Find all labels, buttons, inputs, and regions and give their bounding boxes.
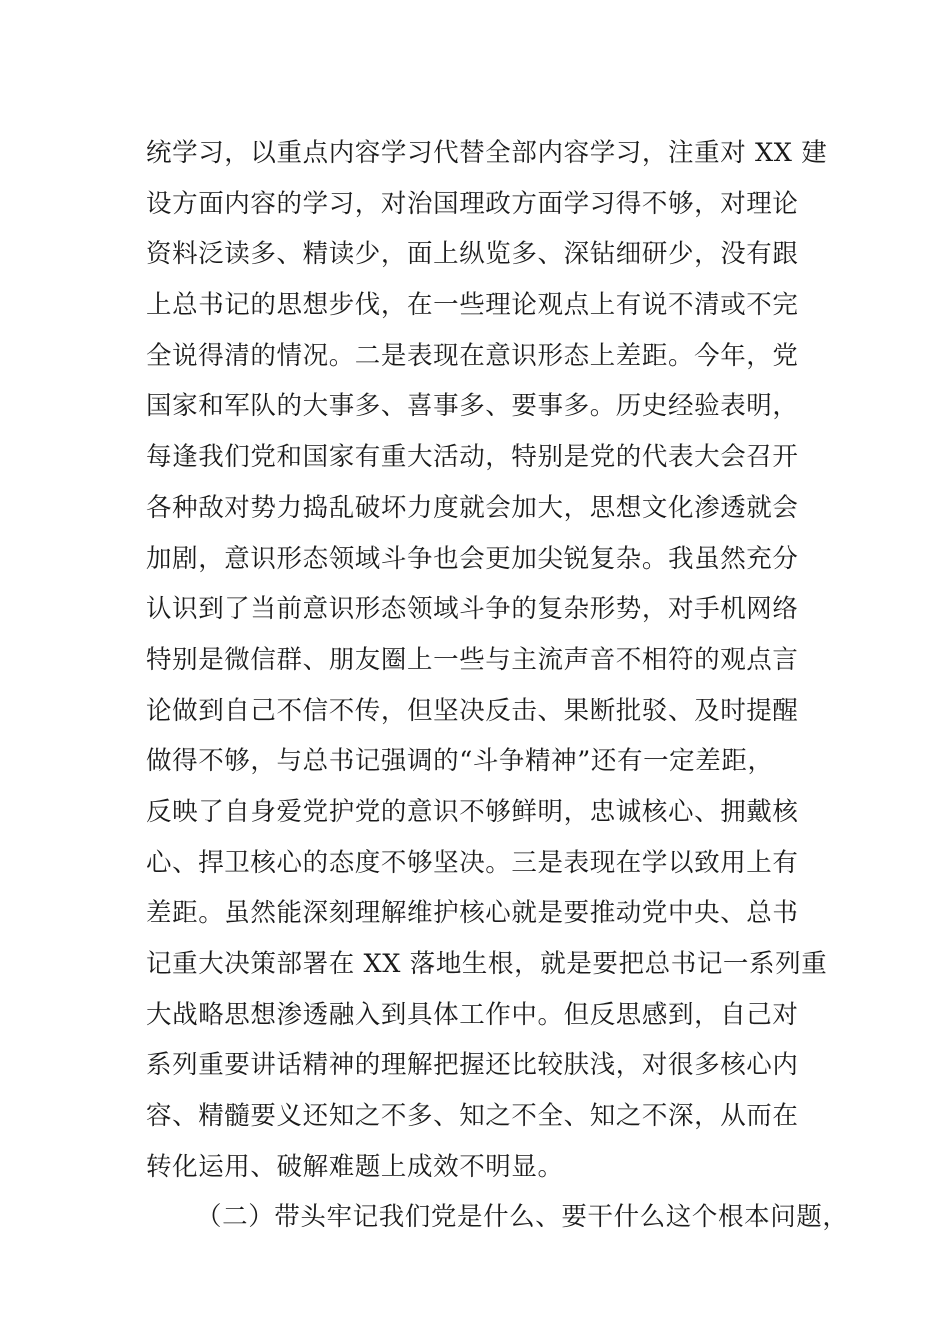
section-heading-2: （二）带头牢记我们党是什么、要干什么这个根本问题， xyxy=(196,1202,849,1233)
text-line-20: 容、精髓要义还知之不多、知之不全、知之不深，从而在 xyxy=(146,1101,799,1132)
text-line-7: 每逢我们党和国家有重大活动，特别是党的代表大会召开 xyxy=(146,442,799,473)
text-line-21: 转化运用、破解难题上成效不明显。 xyxy=(146,1151,564,1182)
body-text xyxy=(146,128,849,1243)
text-line-16: 差距。虽然能深刻理解维护核心就是要推动党中央、总书 xyxy=(146,898,799,929)
text-line-12: 论做到自己不信不传，但坚决反击、果断批驳、及时提醒 xyxy=(146,695,799,726)
text-line-13: 做得不够，与总书记强调的“斗争精神”还有一定差距， xyxy=(146,746,774,777)
text-line-14: 反映了自身爱党护党的意识不够鲜明，忠诚核心、拥戴核 xyxy=(146,796,799,827)
text-line-4: 上总书记的思想步伐，在一些理论观点上有说不清或不完 xyxy=(146,290,799,321)
text-line-19: 系列重要讲话精神的理解把握还比较肤浅，对很多核心内 xyxy=(146,1050,799,1081)
text-line-17: 记重大决策部署在 XX 落地生根，就是要把总书记一系列重 xyxy=(146,949,828,979)
text-line-2: 设方面内容的学习，对治国理政方面学习得不够，对理论 xyxy=(146,188,799,219)
text-line-9: 加剧，意识形态领域斗争也会更加尖锐复杂。我虽然充分 xyxy=(146,543,799,574)
text-line-1: 统学习，以重点内容学习代替全部内容学习，注重对 XX 建 xyxy=(146,138,828,168)
text-line-10: 认识到了当前意识形态领域斗争的复杂形势，对手机网络 xyxy=(146,594,799,625)
text-line-15: 心、捍卫核心的态度不够坚决。三是表现在学以致用上有 xyxy=(146,847,799,878)
text-line-18: 大战略思想渗透融入到具体工作中。但反思感到，自己对 xyxy=(146,999,799,1030)
text-line-3: 资料泛读多、精读少，面上纵览多、深钻细研少，没有跟 xyxy=(146,239,799,270)
text-line-8: 各种敌对势力捣乱破坏力度就会加大，思想文化渗透就会 xyxy=(146,492,799,523)
text-line-11: 特别是微信群、朋友圈上一些与主流声音不相符的观点言 xyxy=(146,644,799,675)
text-line-5: 全说得清的情况。二是表现在意识形态上差距。今年，党 xyxy=(146,340,799,371)
text-line-6: 国家和军队的大事多、喜事多、要事多。历史经验表明， xyxy=(146,391,799,422)
